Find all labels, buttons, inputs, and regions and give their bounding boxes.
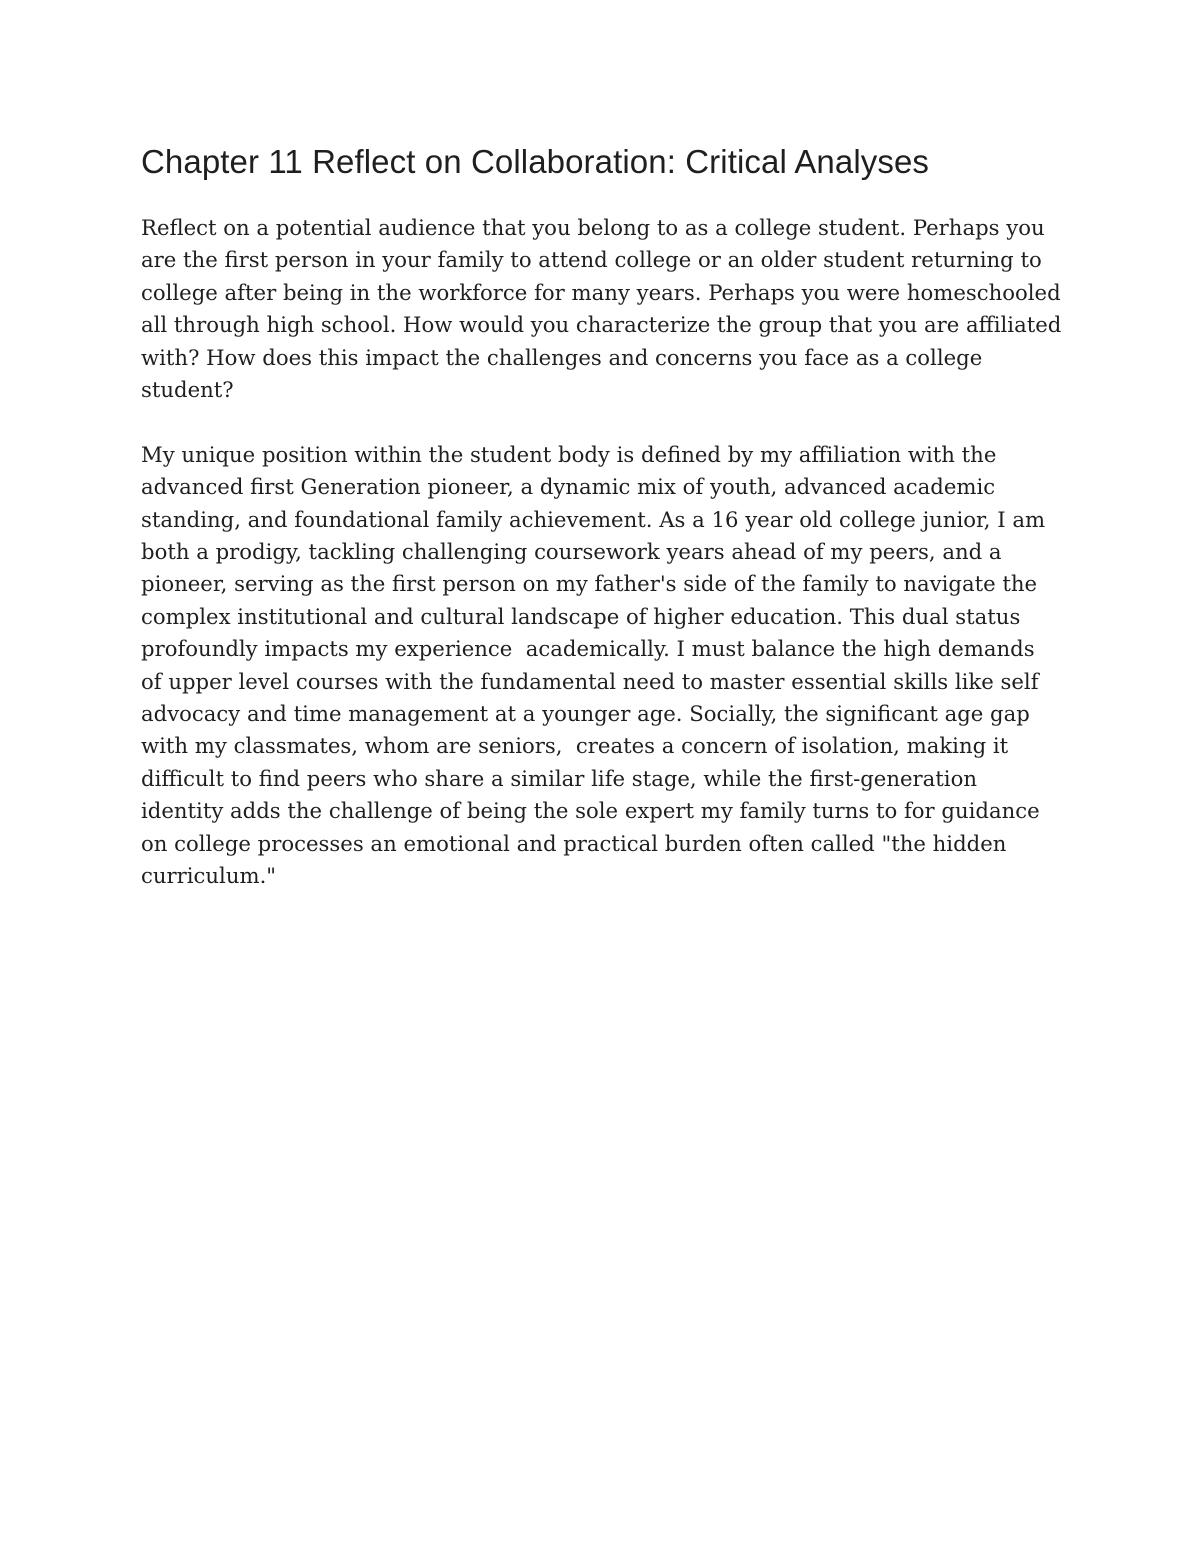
text-line: profoundly impacts my experience academically. I must balance the high demands bbox=[141, 636, 1035, 662]
text-line: all through high school. How would you characterize the group that you are affiliated bbox=[141, 312, 1062, 338]
text-line: both a prodigy, tackling challenging coursework years ahead of my peers, and a bbox=[141, 539, 1002, 565]
text-line: student? bbox=[141, 377, 234, 403]
document-body bbox=[141, 138, 1066, 925]
text-line: My unique position within the student body is defined by my affiliation with the bbox=[141, 441, 997, 467]
text-line: difficult to find peers who share a similar life stage, while the first-generation bbox=[141, 765, 977, 791]
text-line: curriculum." bbox=[141, 863, 277, 889]
text-line: identity adds the challenge of being the sole expert my family turns to for guidance bbox=[141, 798, 1040, 824]
text-line: standing, and foundational family achievement. As a 16 year old college junior, I am bbox=[141, 506, 1046, 532]
text-line: college after being in the workforce for many years. Perhaps you were homeschooled bbox=[141, 279, 1061, 305]
text-line: advocacy and time management at a younger age. Socially, the significant age gap bbox=[141, 701, 1030, 727]
document-title: Chapter 11 Reflect on Collaboration: Critical Analyses bbox=[141, 143, 930, 180]
prompt-paragraph bbox=[141, 212, 1066, 406]
text-line: on college processes an emotional and practical burden often called "the hidden bbox=[141, 830, 1007, 856]
text-line: with? How does this impact the challenges and concerns you face as a college bbox=[141, 344, 983, 370]
text-line: with my classmates, whom are seniors, creates a concern of isolation, making it bbox=[141, 733, 1009, 759]
text-line: complex institutional and cultural landscape of higher education. This dual status bbox=[141, 603, 1021, 629]
text-line: of upper level courses with the fundamental need to master essential skills like self bbox=[141, 668, 1039, 694]
text-line: pioneer, serving as the first person on my father's side of the family to navigate the bbox=[141, 571, 1038, 597]
response-paragraph bbox=[141, 439, 1066, 893]
text-line: Reflect on a potential audience that you belong to as a college student. Perhaps you bbox=[141, 215, 1045, 240]
text-line: advanced first Generation pioneer, a dynamic mix of youth, advanced academic bbox=[141, 474, 996, 500]
text-line: are the first person in your family to attend college or an older student returning to bbox=[141, 247, 1042, 273]
